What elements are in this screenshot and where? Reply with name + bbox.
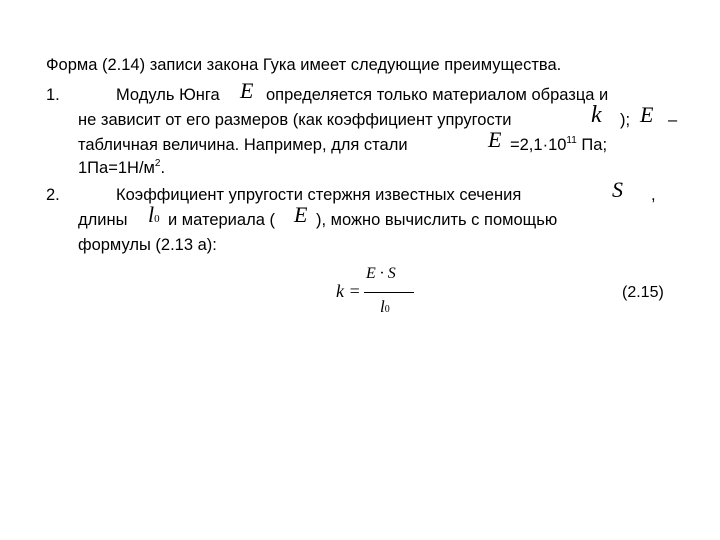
- item2-line1-text: Коэффициент упругости стержня известных сечения: [116, 186, 522, 204]
- formula-2-15: [336, 265, 426, 325]
- symbol-l0-length: [148, 204, 160, 230]
- symbol-E-line-item2: E: [294, 202, 308, 227]
- denominator-base: l: [380, 297, 385, 316]
- denominator-subscript: 0: [384, 304, 390, 315]
- item1-number: 1.: [46, 86, 60, 104]
- symbol-k-stiffness: k: [591, 102, 602, 128]
- item1-line3-value: [510, 135, 607, 155]
- item2-line2-material: и материала (: [168, 211, 275, 229]
- formula-denominator: [380, 297, 390, 317]
- symbol-l-base: l: [148, 202, 155, 227]
- formula-lhs: k =: [336, 281, 361, 301]
- symbol-E-line2: E: [640, 102, 654, 127]
- item1-line4: [78, 158, 165, 178]
- item1-line2-text: не зависит от его размеров (как коэффициент упругости: [78, 111, 512, 129]
- item2-line1-comma: ,: [651, 186, 656, 204]
- item1-line1-text-cont: определяется только материалом образца и: [266, 86, 609, 104]
- symbol-l-subscript: 0: [154, 213, 160, 225]
- item1-line2-close: );: [620, 111, 631, 129]
- item2-number: 2.: [46, 186, 60, 204]
- pascal-period: .: [160, 159, 166, 177]
- symbol-E-line3: E: [488, 127, 502, 152]
- item1-line1-text: Модуль Юнга: [116, 86, 220, 104]
- item2-line2-tail: ), можно вычислить с помощью: [316, 211, 558, 229]
- formula-numerator: E · S: [366, 265, 396, 282]
- pascal-exponent: 2: [154, 157, 161, 169]
- fraction-bar: [364, 292, 414, 293]
- item2-line3-text: формулы (2.13 а):: [78, 236, 217, 254]
- steel-modulus-mantissa: =2,1·10: [510, 136, 567, 154]
- pascal-definition: 1Па=1Н/м: [78, 159, 155, 177]
- item1-line3-text: табличная величина. Например, для стали: [78, 136, 408, 154]
- steel-modulus-unit: Па;: [581, 136, 608, 154]
- item1-line2-dash: –: [668, 111, 678, 129]
- symbol-E-youngs-modulus: E: [240, 78, 254, 103]
- symbol-S-cross-section: S: [612, 177, 623, 202]
- item2-line2-text: длины: [78, 211, 128, 229]
- steel-modulus-exponent: 11: [566, 134, 577, 146]
- intro-text: Форма (2.14) записи закона Гука имеет следующие преимущества.: [46, 56, 562, 74]
- equation-label: (2.15): [622, 284, 664, 301]
